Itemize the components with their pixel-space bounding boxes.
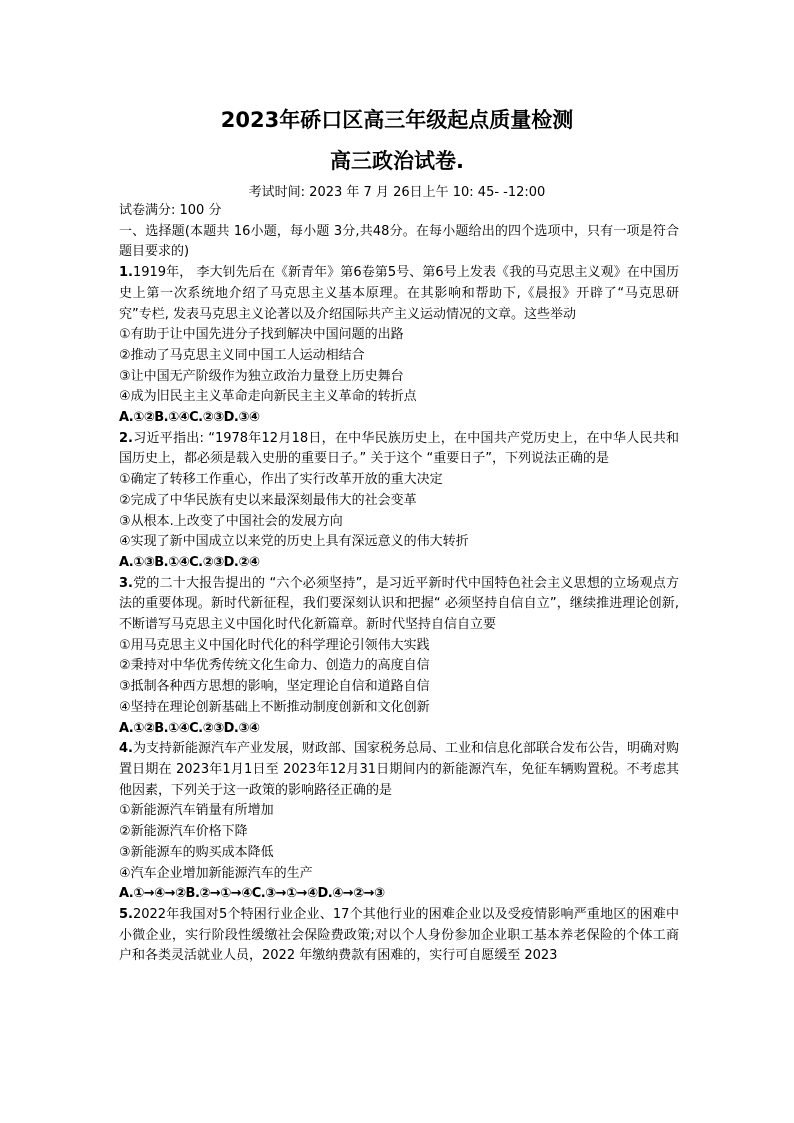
- question-5: [119, 905, 679, 967]
- option: ④汽车企业增加新能源汽车的生产: [119, 865, 313, 881]
- question-number: 2.: [119, 430, 133, 446]
- question-stem-text: 习近平指出: “1978年12月18日，在中华民族历史上，在中国共产党历史上，在中华人民共和国历史上，都必须是载入史册的重要日子。” 关于这个 “重要日子”，下列说法正确的是: [119, 430, 679, 467]
- option: ①新能源汽车销量有所增加: [119, 803, 274, 819]
- question-stem: [119, 263, 679, 325]
- question-number: 1.: [119, 265, 133, 281]
- option: ④坚持在理论创新基础上不断推动制度创新和文化创新: [119, 699, 430, 715]
- option: ①用马克思主义中国化时代化的科学理论引领伟大实践: [119, 637, 430, 653]
- question-stem-text: 2022年我国对5个特困行业企业、17个其他行业的困难企业以及受疫情影响严重地区的困难中小微企业，实行阶段性缓缴社会保险费政策;对以个人身份参加企业职工基本养老保险的个体工商户和各类灵活就业人员，2022 年缴纳费款有困难的，实行可自愿缓至 2023: [119, 906, 679, 964]
- question-3: [119, 574, 679, 740]
- answer-choices: A.①③B.①④C.②③D.②④: [119, 554, 260, 570]
- option: ③让中国无产阶级作为独立政治力量登上历史舞台: [119, 368, 404, 384]
- exam-subtitle: 高三政治试卷.: [330, 149, 464, 173]
- answer-choices: A.①②B.①④C.②③D.③④: [119, 410, 260, 426]
- question-stem: [119, 739, 679, 801]
- question-stem: [119, 905, 679, 967]
- question-stem-text: 1919年， 李大钊先后在《新青年》第6卷第5号、第6号上发表《我的马克思主义观》在中国历史上第一次系统地介绍了马克思主义基本原理。在其影响和帮助下,《晨报》开辟了“马克思研究”专栏, 发表马克思主义论著以及介绍国际共产主义运动情况的文章。这些举动: [119, 265, 679, 322]
- question-4: [119, 739, 679, 905]
- question-2: [119, 429, 679, 574]
- question-number: 4.: [119, 741, 133, 757]
- option: ①有助于让中国先进分子找到解决中国问题的出路: [119, 327, 404, 343]
- question-stem: [119, 429, 679, 470]
- option: ②推动了马克思主义同中国工人运动相结合: [119, 347, 365, 363]
- question-number: 3.: [119, 575, 133, 591]
- exam-time: 考试时间: 2023 年 7 月 26日上午 10: 45- -12:00: [248, 185, 546, 200]
- option: ③抵制各种西方思想的影响，坚定理论自信和道路自信: [119, 679, 430, 695]
- answer-choices: A.①→④→②B.②→①→④C.③→①→④D.④→②→③: [119, 886, 385, 902]
- option: ①确定了转移工作重心，作出了实行改革开放的重大决定: [119, 472, 443, 488]
- question-stem-text: 为支持新能源汽车产业发展，财政部、国家税务总局、工业和信息化部联合发布公告，明确对购置日期在 2023年1月1日至 2023年12月31日期间内的新能源汽车，免征车辆购置税。不考虑其他因素，下列关于这一政策的影响路径正确的是: [119, 741, 679, 798]
- option: ④实现了新中国成立以来党的历史上具有深远意义的伟大转折: [119, 534, 469, 550]
- option: ②秉持对中华优秀传统文化生命力、创造力的高度自信: [119, 658, 430, 674]
- option: ③从根本.上改变了中国社会的发展方向: [119, 513, 343, 529]
- option: ③新能源车的购买成本降低: [119, 844, 274, 860]
- question-1: [119, 263, 679, 429]
- score-line: 试卷满分: 100 分: [119, 203, 222, 218]
- exam-content: [119, 201, 679, 967]
- section-instructions: 一、选择题(本题共 16小题，每小题 3分,共48分。在每小题给出的四个选项中，只有一项是符合题目要求的): [119, 223, 679, 260]
- option: ②完成了中华民族有史以来最深刻最伟大的社会变革: [119, 492, 417, 508]
- exam-title: 2023年硚口区高三年级起点质量检测: [220, 108, 574, 132]
- question-stem: [119, 574, 679, 636]
- question-number: 5.: [119, 906, 133, 922]
- question-stem-text: 党的二十大报告提出的 “六个必须坚持”，是习近平新时代中国特色社会主义思想的立场观点方法的重要体现。新时代新征程，我们要深刻认识和把握“ 必须坚持自信自立”，继续推进理论创新,不断谱写马克思主义中国化时代化新篇章。新时代坚持自信自立要: [119, 575, 679, 633]
- option: ②新能源汽车价格下降: [119, 824, 248, 840]
- answer-choices: A.①②B.①④C.②③D.③④: [119, 720, 260, 736]
- option: ④成为旧民主主义革命走向新民主主义革命的转折点: [119, 389, 417, 405]
